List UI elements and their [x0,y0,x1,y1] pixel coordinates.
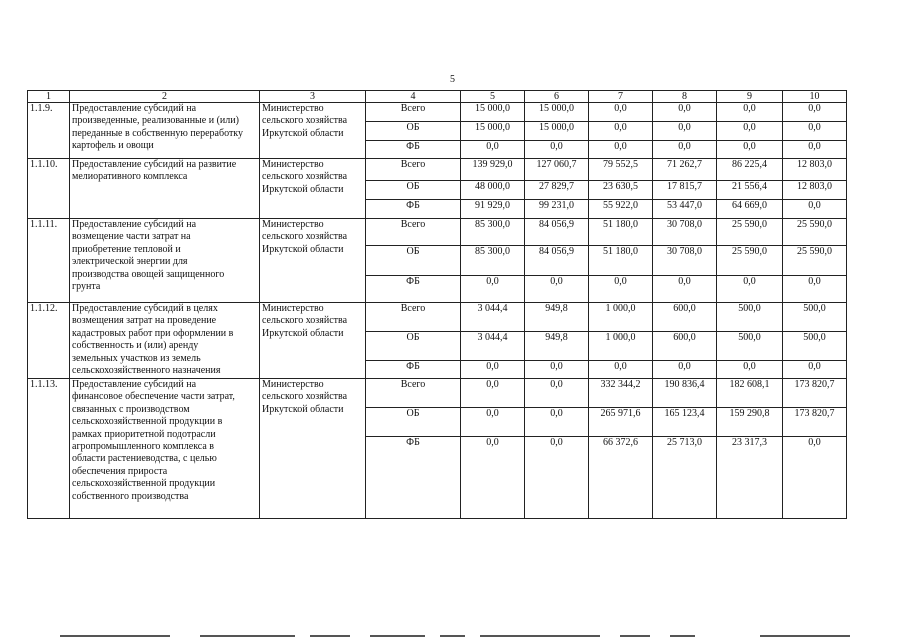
value-cell-col-7: 55 922,0 [589,200,653,219]
table-row [28,219,847,246]
table-body [28,103,847,519]
item-code: 1.1.13. [28,379,70,519]
value-cell-col-9: 0,0 [717,122,783,141]
table-row [28,303,847,332]
column-header-3: 3 [260,91,366,103]
value-cell-col-10: 25 590,0 [783,219,847,246]
description-line: производства овощей защищенного [72,268,225,280]
funding-source: ОБ [366,122,461,141]
item-code: 1.1.9. [28,103,70,159]
value-cell-col-8: 0,0 [653,141,717,159]
value-cell-col-6: 0,0 [525,141,589,159]
column-header-5: 5 [461,91,525,103]
responsible-organization [260,219,366,303]
funding-source: ОБ [366,408,461,437]
organization-line: Иркутской области [262,183,344,195]
value-cell-col-9: 25 590,0 [717,246,783,276]
value-cell-col-6: 127 060,7 [525,159,589,181]
responsible-organization [260,159,366,219]
organization-line: Иркутской области [262,127,344,139]
value-cell-col-6: 0,0 [525,437,589,519]
item-description [70,159,260,219]
organization-line: Министерство [262,379,324,390]
value-cell-col-7: 332 344,2 [589,379,653,408]
funding-source: Всего [366,103,461,122]
value-cell-col-9: 64 669,0 [717,200,783,219]
description-line: приобретение тепловой и [72,243,181,255]
column-header-8: 8 [653,91,717,103]
value-cell-col-6: 84 056,9 [525,219,589,246]
funding-source: Всего [366,303,461,332]
value-cell-col-7: 51 180,0 [589,219,653,246]
value-cell-col-10: 500,0 [783,332,847,361]
description-line: кадастровых работ при оформлении в [72,327,234,339]
value-cell-col-6: 949,8 [525,303,589,332]
item-description [70,303,260,379]
value-cell-col-10: 0,0 [783,437,847,519]
value-cell-col-7: 0,0 [589,276,653,303]
description-line: картофель и овощи [72,140,154,152]
value-cell-col-10: 173 820,7 [783,408,847,437]
value-cell-col-10: 500,0 [783,303,847,332]
value-cell-col-7: 79 552,5 [589,159,653,181]
description-line: переданные в собственную переработку [72,127,244,139]
column-header-7: 7 [589,91,653,103]
value-cell-col-8: 0,0 [653,361,717,379]
value-cell-col-9: 0,0 [717,276,783,303]
description-line: Предоставление субсидий на [72,103,197,114]
description-line: Предоставление субсидий на [72,379,197,390]
value-cell-col-8: 0,0 [653,276,717,303]
description-line: Предоставление субсидий на развитие [72,159,237,170]
value-cell-col-8: 190 836,4 [653,379,717,408]
value-cell-col-5: 0,0 [461,408,525,437]
value-cell-col-10: 0,0 [783,361,847,379]
value-cell-col-7: 265 971,6 [589,408,653,437]
value-cell-col-5: 85 300,0 [461,246,525,276]
value-cell-col-10: 12 803,0 [783,181,847,200]
organization-line: Иркутской области [262,243,344,255]
column-header-9: 9 [717,91,783,103]
organization-line: Министерство [262,219,324,230]
value-cell-col-8: 30 708,0 [653,246,717,276]
value-cell-col-7: 0,0 [589,361,653,379]
responsible-organization [260,379,366,519]
item-description [70,219,260,303]
table-row [28,379,847,408]
value-cell-col-9: 86 225,4 [717,159,783,181]
value-cell-col-6: 15 000,0 [525,122,589,141]
value-cell-col-10: 0,0 [783,200,847,219]
funding-source: ФБ [366,276,461,303]
value-cell-col-10: 0,0 [783,122,847,141]
value-cell-col-7: 0,0 [589,103,653,122]
value-cell-col-10: 0,0 [783,103,847,122]
item-code: 1.1.10. [28,159,70,219]
description-line: Предоставление субсидий в целях [72,303,218,314]
funding-source: Всего [366,159,461,181]
value-cell-col-6: 949,8 [525,332,589,361]
value-cell-col-10: 173 820,7 [783,379,847,408]
funding-source: ОБ [366,181,461,200]
table-row [28,103,847,122]
value-cell-col-5: 85 300,0 [461,219,525,246]
value-cell-col-9: 182 608,1 [717,379,783,408]
organization-line: Министерство [262,303,324,314]
value-cell-col-8: 600,0 [653,303,717,332]
value-cell-col-9: 0,0 [717,361,783,379]
item-description [70,379,260,519]
value-cell-col-10: 25 590,0 [783,246,847,276]
value-cell-col-5: 0,0 [461,437,525,519]
description-line: финансовое обеспечение части затрат, [72,391,235,403]
organization-line: Иркутской области [262,327,344,339]
organization-line: сельского хозяйства [262,171,348,183]
item-code: 1.1.11. [28,219,70,303]
scan-edge-marks [0,632,905,640]
funding-source: Всего [366,219,461,246]
description-line: агропромышленного комплекса в [72,441,215,453]
page-number: 5 [450,74,455,85]
column-header-4: 4 [366,91,461,103]
description-line: грунта [72,281,101,293]
value-cell-col-6: 99 231,0 [525,200,589,219]
value-cell-col-8: 165 123,4 [653,408,717,437]
organization-line: сельского хозяйства [262,391,348,403]
value-cell-col-8: 25 713,0 [653,437,717,519]
organization-line: Министерство [262,159,324,170]
funding-source: Всего [366,379,461,408]
table-row [28,159,847,181]
value-cell-col-5: 91 929,0 [461,200,525,219]
value-cell-col-5: 48 000,0 [461,181,525,200]
value-cell-col-6: 0,0 [525,379,589,408]
value-cell-col-5: 0,0 [461,276,525,303]
description-line: собственного производства [72,490,189,502]
funding-source: ОБ [366,246,461,276]
value-cell-col-6: 84 056,9 [525,246,589,276]
funding-source: ФБ [366,200,461,219]
value-cell-col-5: 15 000,0 [461,122,525,141]
value-cell-col-7: 0,0 [589,141,653,159]
organization-line: сельского хозяйства [262,115,348,127]
item-description [70,103,260,159]
value-cell-col-8: 600,0 [653,332,717,361]
value-cell-col-9: 23 317,3 [717,437,783,519]
value-cell-col-9: 0,0 [717,141,783,159]
value-cell-col-8: 0,0 [653,103,717,122]
description-line: произведенные, реализованные и (или) [72,115,239,127]
description-line: собственность и (или) аренду [72,340,199,352]
value-cell-col-9: 0,0 [717,103,783,122]
value-cell-col-7: 0,0 [589,122,653,141]
description-line: земельных участков из земель [72,352,201,364]
organization-line: сельского хозяйства [262,315,348,327]
value-cell-col-6: 0,0 [525,361,589,379]
description-line: обеспечения прироста [72,465,168,477]
value-cell-col-9: 159 290,8 [717,408,783,437]
value-cell-col-8: 0,0 [653,122,717,141]
value-cell-col-5: 3 044,4 [461,303,525,332]
value-cell-col-9: 21 556,4 [717,181,783,200]
value-cell-col-6: 15 000,0 [525,103,589,122]
description-line: мелиоративного комплекса [72,171,188,183]
value-cell-col-5: 15 000,0 [461,103,525,122]
value-cell-col-8: 30 708,0 [653,219,717,246]
responsible-organization [260,103,366,159]
table-header [28,91,847,103]
funding-source: ФБ [366,437,461,519]
funding-source: ФБ [366,141,461,159]
organization-line: Иркутской области [262,403,344,415]
responsible-organization [260,303,366,379]
description-line: рамках приоритетной подотрасли [72,428,216,440]
value-cell-col-7: 66 372,6 [589,437,653,519]
item-code: 1.1.12. [28,303,70,379]
column-header-2: 2 [70,91,260,103]
budget-table [27,90,847,519]
description-line: сельскохозяйственного назначения [72,365,221,377]
value-cell-col-10: 0,0 [783,141,847,159]
value-cell-col-6: 0,0 [525,276,589,303]
value-cell-col-8: 17 815,7 [653,181,717,200]
description-line: возмещение части затрат на [72,231,191,243]
value-cell-col-9: 25 590,0 [717,219,783,246]
description-line: возмещения затрат на проведение [72,315,217,327]
value-cell-col-6: 0,0 [525,408,589,437]
value-cell-col-5: 0,0 [461,361,525,379]
description-line: области растениеводства, с целью [72,453,217,465]
value-cell-col-8: 53 447,0 [653,200,717,219]
funding-source: ОБ [366,332,461,361]
funding-source: ФБ [366,361,461,379]
organization-line: Министерство [262,103,324,114]
value-cell-col-7: 1 000,0 [589,332,653,361]
value-cell-col-6: 27 829,7 [525,181,589,200]
description-line: сельскохозяйственной продукции в [72,416,223,428]
value-cell-col-7: 1 000,0 [589,303,653,332]
value-cell-col-9: 500,0 [717,303,783,332]
value-cell-col-10: 0,0 [783,276,847,303]
value-cell-col-9: 500,0 [717,332,783,361]
value-cell-col-7: 23 630,5 [589,181,653,200]
value-cell-col-7: 51 180,0 [589,246,653,276]
value-cell-col-5: 0,0 [461,379,525,408]
value-cell-col-5: 139 929,0 [461,159,525,181]
organization-line: сельского хозяйства [262,231,348,243]
description-line: сельскохозяйственной продукции [72,478,216,490]
column-header-1: 1 [28,91,70,103]
column-header-10: 10 [783,91,847,103]
description-line: электрической энергии для [72,256,188,268]
description-line: Предоставление субсидий на [72,219,197,230]
value-cell-col-8: 71 262,7 [653,159,717,181]
value-cell-col-5: 3 044,4 [461,332,525,361]
description-line: связанных с производством [72,403,190,415]
value-cell-col-10: 12 803,0 [783,159,847,181]
column-header-6: 6 [525,91,589,103]
value-cell-col-5: 0,0 [461,141,525,159]
